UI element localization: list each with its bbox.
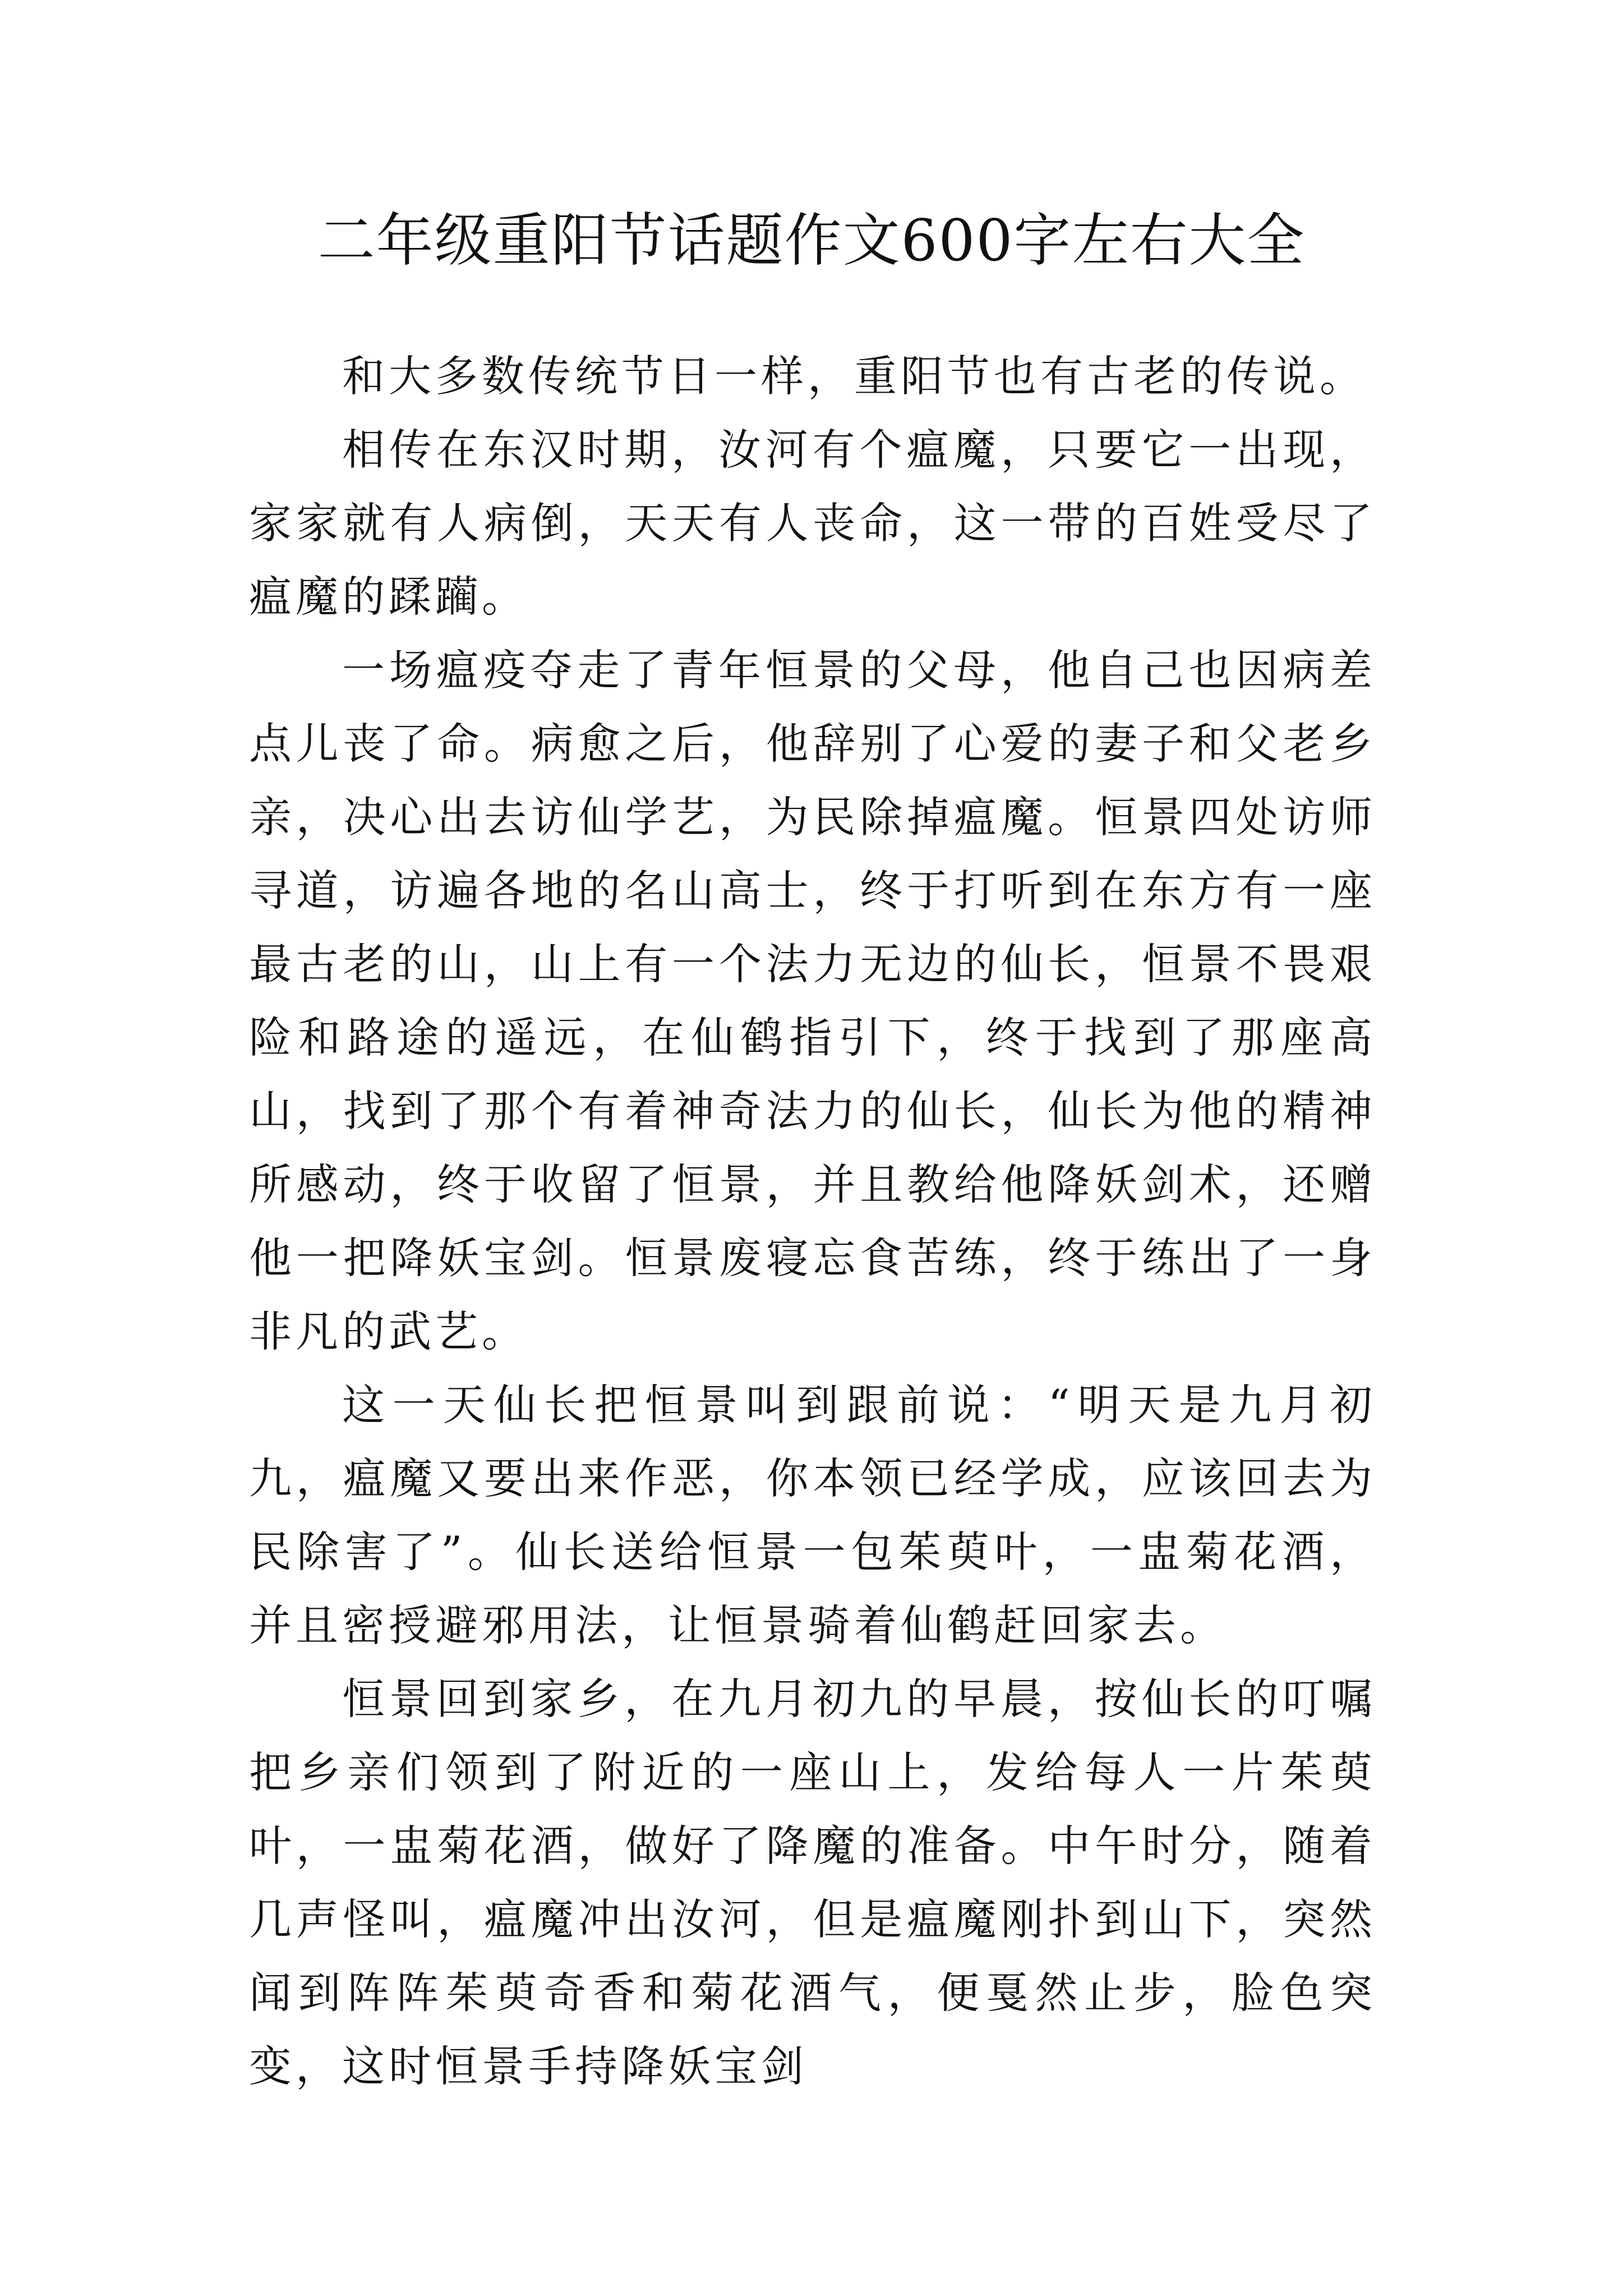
paragraph-4: 这一天仙长把恒景叫到跟前说：“明天是九月初九，瘟魔又要出来作恶，你本领已经学成，应该回去为民除害了”。仙长送给恒景一包茱萸叶，一盅菊花酒，并且密授避邪用法，让恒景骑着仙鹤赶回家去。 bbox=[249, 1380, 1376, 1650]
paragraph-5: 恒景回到家乡，在九月初九的早晨，按仙长的叮嘱把乡亲们领到了附近的一座山上，发给每人一片茱萸叶，一盅菊花酒，做好了降魔的准备。中午时分，随着几声怪叫，瘟魔冲出汝河，但是瘟魔刚扑到山下，突然闻到阵阵茱萸奇香和菊花酒气，便戛然止步，脸色突变，这时恒景手持降妖宝剑 bbox=[249, 1674, 1376, 2091]
paragraph-1: 和大多数传统节日一样，重阳节也有古老的传说。 bbox=[342, 351, 1366, 401]
paragraph-2: 相传在东汉时期，汝河有个瘟魔，只要它一出现，家家就有人病倒，天天有人丧命，这一带的百姓受尽了瘟魔的蹂躏。 bbox=[249, 425, 1376, 622]
paragraph-3: 一场瘟疫夺走了青年恒景的父母，他自己也因病差点儿丧了命。病愈之后，他辞别了心爱的妻子和父老乡亲，决心出去访仙学艺，为民除掉瘟魔。恒景四处访师寻道，访遍各地的名山高士，终于打听到在东方有一座最古老的山，山上有一个法力无边的仙长，恒景不畏艰险和路途的遥远，在仙鹤指引下，终于找到了那座高山，找到了那个有着神奇法力的仙长，仙长为他的精神所感动，终于收留了恒景，并且教给他降妖剑术，还赠他一把降妖宝剑。恒景废寝忘食苦练，终于练出了一身非凡的武艺。 bbox=[249, 645, 1376, 1356]
document-title: 二年级重阳节话题作文600字左右大全 bbox=[317, 208, 1306, 274]
document-body bbox=[249, 339, 1376, 2103]
